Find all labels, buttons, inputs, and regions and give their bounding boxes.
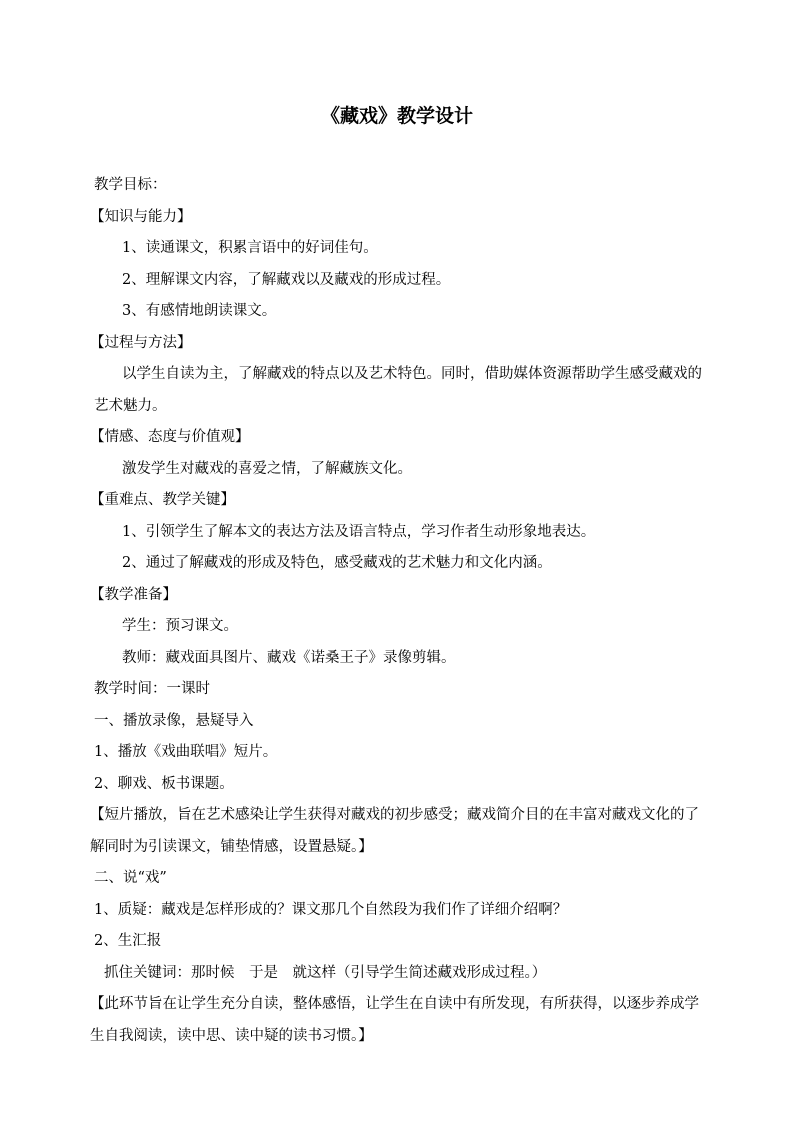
note-part-two: 【此环节旨在让学生充分自读，整体感悟，让学生在自读中有所发现，有所获得，以逐步养成学生自我阅读，读中思、读中疑的读书习惯。】 xyxy=(90,996,699,1044)
list-item: 1、读通课文，积累言语中的好词佳句。 xyxy=(122,240,378,256)
paragraph-emotion-values: 激发学生对藏戏的喜爱之情，了解藏族文化。 xyxy=(122,460,412,477)
subheading-key-points: 【重难点、教学关键】 xyxy=(90,492,235,508)
keyword-line: 抓住关键词：那时候 于是 就这样（引导学生简述藏戏形成过程。） xyxy=(104,964,547,981)
preparation-student: 学生：预习课文。 xyxy=(122,618,238,634)
section-heading-part-two: 二、说“戏” xyxy=(94,870,167,886)
list-item: 2、生汇报 xyxy=(94,933,162,949)
subheading-process-method: 【过程与方法】 xyxy=(90,334,192,351)
document-body xyxy=(90,170,706,1052)
list-item: 2、理解课文内容，了解藏戏以及藏戏的形成过程。 xyxy=(122,271,451,288)
subheading-knowledge-ability: 【知识与能力】 xyxy=(90,208,192,225)
preparation-teacher: 教师：藏戏面具图片、藏戏《诺桑王子》录像剪辑。 xyxy=(122,649,456,666)
note-part-one: 【短片播放，旨在艺术感染让学生获得对藏戏的初步感受；藏戏简介目的在丰富对藏戏文化的了解同时为引读课文，铺垫情感，设置悬疑。】 xyxy=(90,807,699,855)
list-item: 1、播放《戏曲联唱》短片。 xyxy=(94,744,278,760)
subheading-emotion-values: 【情感、态度与价值观】 xyxy=(90,429,250,445)
subheading-preparation: 【教学准备】 xyxy=(90,586,177,603)
list-item: 1、引领学生了解本文的表达方法及语言特点，学习作者生动形象地表达。 xyxy=(122,523,596,540)
list-item: 2、聊戏、板书课题。 xyxy=(94,775,234,792)
document-title: 《藏戏》教学设计 xyxy=(320,105,473,127)
list-item: 1、质疑：藏戏是怎样形成的？课文那几个自然段为我们作了详细介绍啊？ xyxy=(94,901,568,918)
section-heading-part-one: 一、播放录像，悬疑导入 xyxy=(94,712,254,729)
teaching-time: 教学时间：一课时 xyxy=(94,681,210,697)
section-heading-objectives: 教学目标： xyxy=(94,177,167,193)
list-item: 2、通过了解藏戏的形成及特色，感受藏戏的艺术魅力和文化内涵。 xyxy=(122,555,552,571)
list-item: 3、有感情地朗读课文。 xyxy=(122,303,277,319)
paragraph-process-method: 以学生自读为主，了解藏戏的特点以及艺术特色。同时，借助媒体资源帮助学生感受藏戏的艺术魅力。 xyxy=(94,366,702,414)
